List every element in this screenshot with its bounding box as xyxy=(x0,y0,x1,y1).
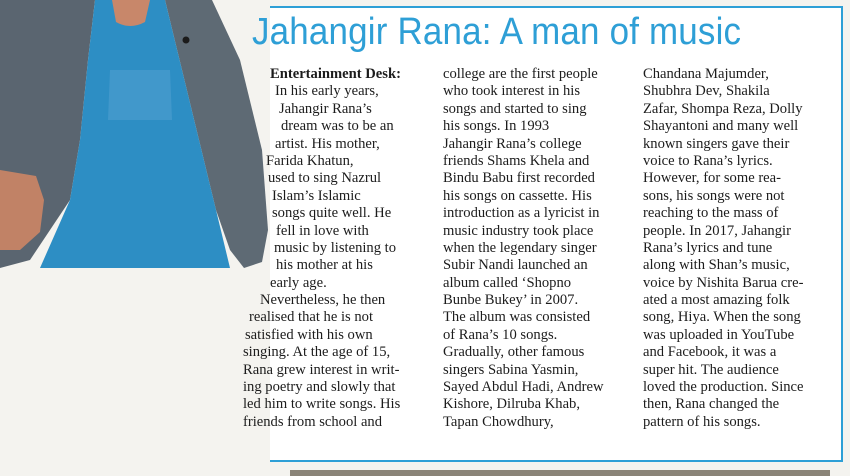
text-line: Jahangir Rana’s college xyxy=(443,135,582,152)
text-line: music industry took place xyxy=(443,222,594,239)
text-line: led him to write songs. His xyxy=(243,396,401,413)
text-line: song, Hiya. When the song xyxy=(643,309,801,326)
text-line: Nevertheless, he then xyxy=(260,292,386,309)
text-line: Bindu Babu first recorded xyxy=(443,170,595,187)
dateline: Entertainment Desk: xyxy=(270,66,401,82)
text-line: Tapan Chowdhury, xyxy=(443,413,554,430)
text-line: his mother at his xyxy=(276,257,373,274)
text-line: Shubhra Dev, Shakila xyxy=(643,83,770,100)
text-line: super hit. The audience xyxy=(643,361,779,378)
text-line: Shayantoni and many well xyxy=(643,118,799,135)
text-line: However, for some rea- xyxy=(643,170,781,187)
text-line: and Facebook, it was a xyxy=(643,344,777,361)
text-line: fell in love with xyxy=(276,222,369,239)
text-line: of Rana’s 10 songs. xyxy=(443,326,558,343)
text-line: ated a most amazing folk xyxy=(643,292,790,309)
text-line: Chandana Majumder, xyxy=(643,66,769,82)
text-line: who took interest in his xyxy=(443,83,581,100)
text-line: reaching to the mass of xyxy=(643,205,779,222)
text-line: songs quite well. He xyxy=(272,205,392,222)
text-line: his songs on cassette. His xyxy=(443,187,592,204)
text-line: singing. At the age of 15, xyxy=(243,344,391,361)
column-2 xyxy=(443,66,631,431)
next-article-edge xyxy=(290,470,830,476)
column-1 xyxy=(0,66,440,431)
text-line: pattern of his songs. xyxy=(643,413,761,430)
text-line: Islam’s Islamic xyxy=(272,187,361,204)
text-line: Rana’s lyrics and tune xyxy=(643,239,773,256)
text-line: introduction as a lyricist in xyxy=(443,205,600,222)
text-line: college are the first people xyxy=(443,66,598,82)
text-line: album called ‘Shopno xyxy=(443,274,572,291)
text-line: realised that he is not xyxy=(249,309,374,326)
text-line: along with Shan’s music, xyxy=(643,257,790,274)
text-line: Subir Nandi launched an xyxy=(443,257,588,274)
text-line: Farida Khatun, xyxy=(266,152,354,169)
text-line: Jahangir Rana’s xyxy=(279,100,372,117)
text-line: music by listening to xyxy=(274,239,397,256)
text-line: used to sing Nazrul xyxy=(268,170,382,187)
text-line: Bunbe Bukey’ in 2007. xyxy=(443,292,579,309)
text-line: loved the production. Since xyxy=(643,379,804,396)
text-line: his songs. In 1993 xyxy=(443,118,550,135)
text-line: The album was consisted xyxy=(443,309,591,326)
text-line: friends Shams Khela and xyxy=(443,152,590,169)
text-line: early age. xyxy=(270,274,327,291)
text-line: Gradually, other famous xyxy=(443,344,585,361)
text-line: voice to Rana’s lyrics. xyxy=(643,152,773,169)
article-title: Jahangir Rana: A man of music xyxy=(252,11,742,53)
column-3 xyxy=(643,66,833,431)
text-line: Zafar, Shompa Reza, Dolly xyxy=(643,100,803,117)
text-line: Kishore, Dilruba Khab, xyxy=(443,396,580,413)
text-line: was uploaded in YouTube xyxy=(643,326,795,343)
text-line: singers Sabina Yasmin, xyxy=(443,361,579,378)
text-line: when the legendary singer xyxy=(443,239,597,256)
text-line: artist. His mother, xyxy=(275,135,380,152)
text-line: satisfied with his own xyxy=(245,326,373,343)
text-line: friends from school and xyxy=(243,413,383,430)
text-line: Sayed Abdul Hadi, Andrew xyxy=(443,379,604,396)
text-line: dream was to be an xyxy=(281,118,394,135)
text-line: people. In 2017, Jahangir xyxy=(643,222,791,239)
text-line: known singers gave their xyxy=(643,135,790,152)
text-line: voice by Nishita Barua cre- xyxy=(643,274,804,291)
text-line: ing poetry and slowly that xyxy=(243,379,396,396)
text-line: then, Rana changed the xyxy=(643,396,780,413)
text-line: Rana grew interest in writ- xyxy=(243,361,400,378)
text-line: In his early years, xyxy=(275,83,379,100)
text-line: songs and started to sing xyxy=(443,100,587,117)
text-line: sons, his songs were not xyxy=(643,187,785,204)
